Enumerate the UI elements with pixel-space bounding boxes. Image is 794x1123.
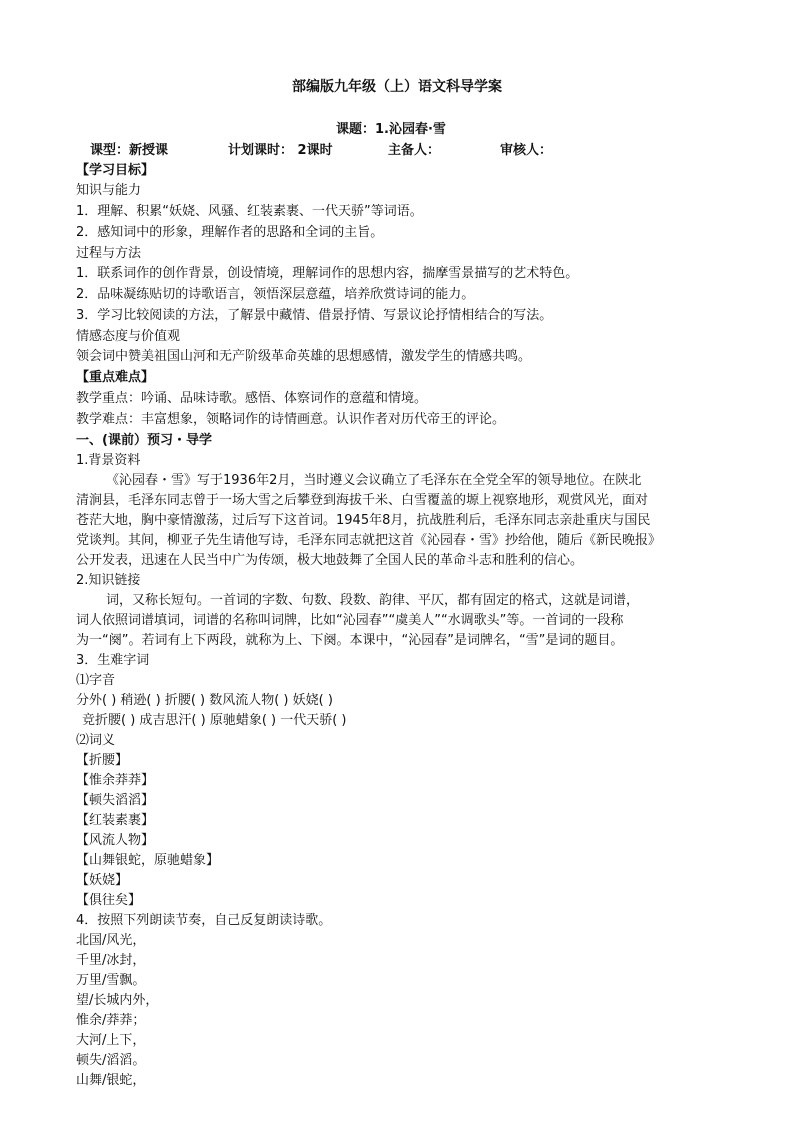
pronunciation-row: 分外( ) 稍逊( ) 折腰( ) 数风流人物( ) 妖娆( ) bbox=[76, 693, 333, 708]
process-item: 1．联系词作的创作背景，创设情境，理解词作的思想内容，揣摩雪景描写的艺术特色。 bbox=[76, 266, 579, 281]
lesson-type: 课型：新授课 bbox=[90, 143, 169, 158]
lesson-reviewer: 审核人： bbox=[500, 143, 553, 158]
teaching-difficulty: 教学难点：丰富想象，领略词作的诗情画意。认识作者对历代帝王的评论。 bbox=[76, 412, 506, 427]
knowledge-item: 1．理解、积累“妖娆、风骚、红装素裹、一代天骄”等词语。 bbox=[76, 204, 423, 219]
lesson-meta bbox=[0, 142, 794, 160]
rhythm-line: 北国/风光， bbox=[76, 933, 146, 948]
rhythm-line: 千里/冰封， bbox=[76, 953, 146, 968]
background-heading: 1.背景资料 bbox=[76, 453, 141, 468]
meaning-item: 【惟余莽莽】 bbox=[76, 773, 155, 788]
document-title: 部编版九年级（上）语文科导学案 bbox=[292, 79, 502, 95]
teaching-focus: 教学重点：吟诵、品味诗歌。感悟、体察词作的意蕴和情境。 bbox=[76, 391, 428, 406]
pronunciation-row: 竞折腰( ) 成吉思汗( ) 原驰蜡象( ) 一代天骄( ) bbox=[82, 713, 347, 728]
background-line: 苍茫大地，胸中豪情激荡，过后写下这首词。1945年8月，抗战胜利后，毛泽东同志亲赴重庆与国民 bbox=[76, 513, 651, 528]
knowledge-item: 2．感知词中的形象，理解作者的思路和全词的主旨。 bbox=[76, 225, 384, 240]
meaning-item: 【俱往矣】 bbox=[76, 893, 142, 908]
rhythm-line: 惟余/莽莽； bbox=[76, 1013, 146, 1028]
meaning-item: 【顿失滔滔】 bbox=[76, 793, 155, 808]
rhythm-line: 山舞/银蛇， bbox=[76, 1073, 146, 1088]
knowledge-link-line: 词人依照词谱填词，词谱的名称叫词牌，比如“沁园春”“虞美人”“水调歌头”等。一首词的一段称 bbox=[76, 613, 624, 628]
meaning-item: 【风流人物】 bbox=[76, 833, 155, 848]
rhythm-line: 大河/上下， bbox=[76, 1033, 146, 1048]
meaning-item: 【山舞银蛇，原驰蜡象】 bbox=[76, 853, 220, 868]
rhythm-line: 万里/雪飘。 bbox=[76, 973, 146, 988]
background-line: 清涧县，毛泽东同志曾于一场大雪之后攀登到海拔千米、白雪覆盖的塬上视察地形，观赏风光，面对 bbox=[76, 493, 649, 508]
meaning-item: 【红装素裹】 bbox=[76, 813, 155, 828]
rhythm-line: 望/长城内外， bbox=[76, 993, 159, 1008]
process-heading: 过程与方法 bbox=[76, 246, 142, 261]
knowledge-link-line: 为一“阕”。若词有上下两段，就称为上、下阕。本课中，“沁园春”是词牌名，“雪”是词的题目。 bbox=[76, 633, 624, 648]
meaning-heading: ⑵词义 bbox=[76, 733, 116, 748]
background-line: 党谈判。其间，柳亚子先生请他写诗，毛泽东同志就把这首《沁园春・雪》抄给他，随后《新民晚报》 bbox=[76, 533, 662, 548]
vocab-heading: 3．生难字词 bbox=[76, 653, 150, 668]
pronunciation-heading: ⑴字音 bbox=[76, 673, 116, 688]
knowledge-link-line: 词，又称长短句。一首词的字数、句数、段数、韵律、平仄，都有固定的格式，这就是词谱， bbox=[106, 593, 640, 608]
lesson-subject: 课题：1.沁园春·雪 bbox=[336, 122, 446, 137]
background-line: 《沁园春・雪》写于1936年2月，当时遵义会议确立了毛泽东在全党全军的领导地位。在陕北 bbox=[106, 473, 642, 488]
knowledge-link-heading: 2.知识链接 bbox=[76, 573, 141, 588]
section-heading: 一、(课前）预习・导学 bbox=[76, 433, 212, 448]
background-line: 公开发表，迅速在人民当中广为传颂，极大地鼓舞了全国人民的革命斗志和胜利的信心。 bbox=[76, 553, 584, 568]
lesson-preparer: 主备人： bbox=[388, 143, 441, 158]
keypoints-heading: 【重点难点】 bbox=[76, 370, 155, 385]
process-item: 2．品味凝练贴切的诗歌语言，领悟深层意蕴，培养欣赏诗词的能力。 bbox=[76, 287, 475, 302]
rhythm-heading: 4．按照下列朗读节奏，自己反复朗读诗歌。 bbox=[76, 913, 332, 928]
meaning-item: 【妖娆】 bbox=[76, 873, 129, 888]
objectives-heading: 【学习目标】 bbox=[76, 163, 155, 178]
process-item: 3．学习比较阅读的方法，了解景中藏情、借景抒情、写景议论抒情相结合的写法。 bbox=[76, 308, 553, 323]
lesson-hours: 计划课时： 2课时 bbox=[228, 143, 333, 158]
knowledge-heading: 知识与能力 bbox=[76, 183, 142, 198]
meaning-item: 【折腰】 bbox=[76, 753, 129, 768]
emotion-heading: 情感态度与价值观 bbox=[76, 329, 181, 344]
emotion-text: 领会词中赞美祖国山河和无产阶级革命英雄的思想感情，激发学生的情感共鸣。 bbox=[76, 349, 532, 364]
rhythm-line: 顿失/滔滔。 bbox=[76, 1053, 146, 1068]
